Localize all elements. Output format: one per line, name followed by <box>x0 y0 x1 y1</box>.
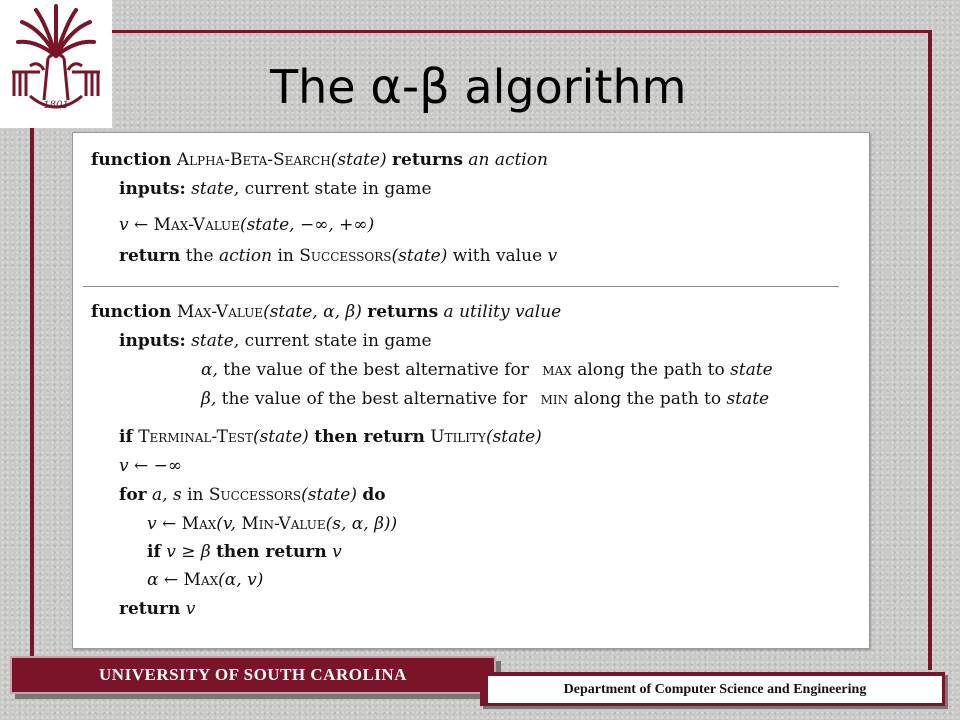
university-logo <box>0 0 112 128</box>
department-banner <box>480 672 945 706</box>
mv-beta-input: β, the value of the best alternative for min along the path to state <box>201 389 770 409</box>
slide-frame-top <box>30 30 932 33</box>
mv-inputs: inputs: state, current state in game <box>119 331 432 351</box>
mv-prune-check: if v ≥ β then return v <box>147 542 342 562</box>
algorithm-pseudocode-box <box>72 132 870 649</box>
abs-inputs: inputs: state, current state in game <box>119 179 432 199</box>
mv-terminal-check: if Terminal-Test(state) then return Utility(state) <box>119 427 542 447</box>
mv-alpha-update: α ← Max(α, v) <box>147 570 264 590</box>
mv-alpha-input: α, the value of the best alternative for max along the path to state <box>201 360 773 380</box>
title-suffix: algorithm <box>449 60 687 114</box>
university-name-banner: UNIVERSITY OF SOUTH CAROLINA <box>10 656 496 694</box>
slide-frame-right <box>928 30 932 670</box>
abs-return: return the action in Successors(state) with value v <box>119 246 558 266</box>
title-prefix: The <box>270 60 371 114</box>
slide-title <box>270 52 870 122</box>
mv-signature: function Max-Value(state, α, β) returns a utility value <box>91 302 562 322</box>
mv-v-update: v ← Max(v, Min-Value(s, α, β)) <box>147 514 398 534</box>
mv-for-loop: for a, s in Successors(state) do <box>119 485 386 505</box>
department-name: Department of Computer Science and Engineering <box>488 676 942 703</box>
mv-final-return: return v <box>119 599 196 619</box>
abs-v-assign: v ← Max-Value(state, −∞, +∞) <box>119 215 375 235</box>
logo-year: 1801 <box>43 100 69 111</box>
abs-signature: function Alpha-Beta-Search(state) returns an action <box>91 150 548 170</box>
mv-v-init: v ← −∞ <box>119 456 183 476</box>
section-divider <box>83 286 839 287</box>
palmetto-logo-icon <box>0 0 112 128</box>
title-greek: α-β <box>370 59 450 115</box>
